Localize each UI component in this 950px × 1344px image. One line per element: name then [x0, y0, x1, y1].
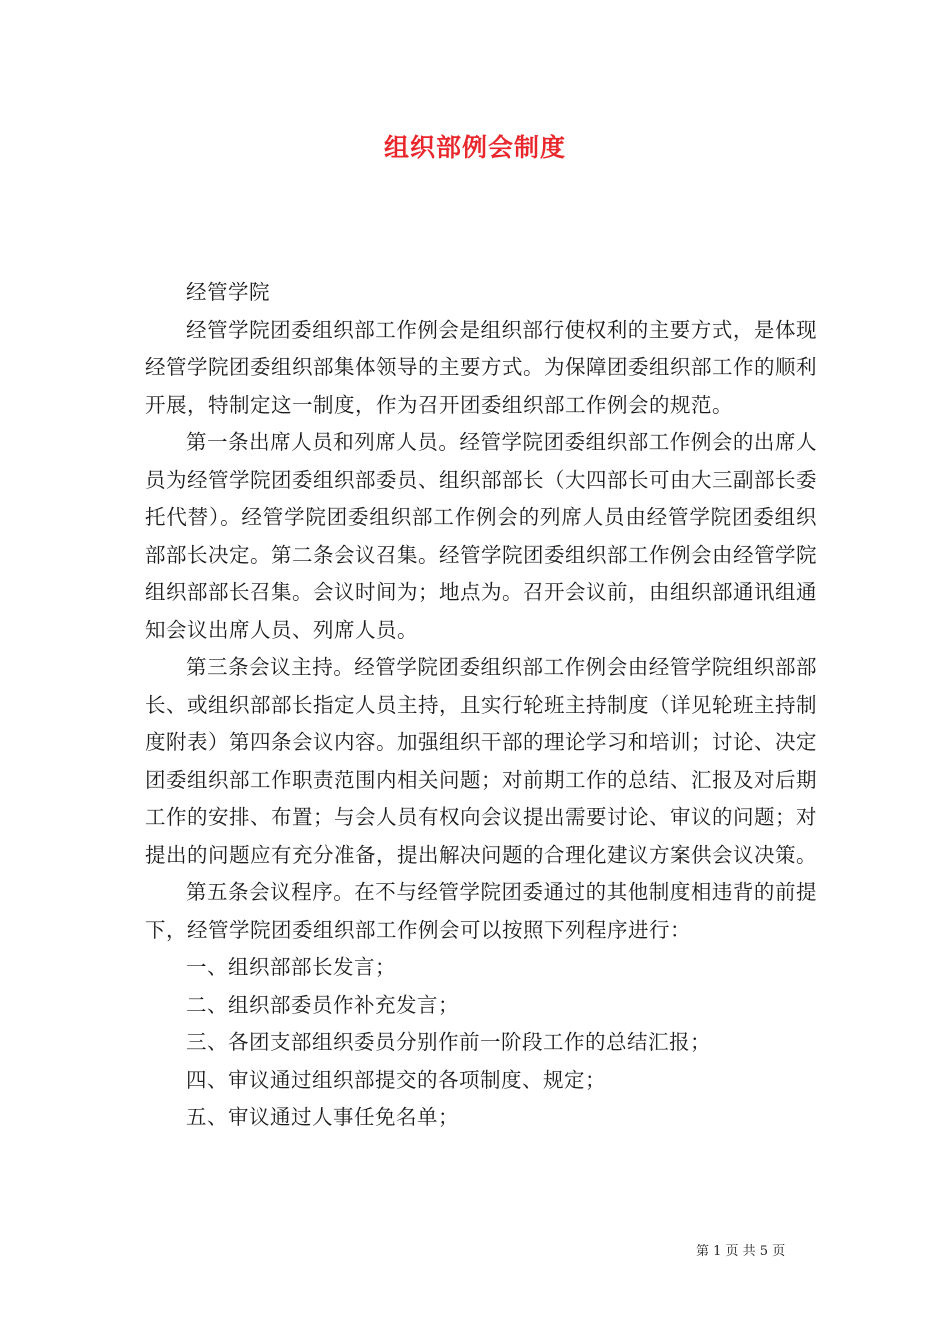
document-title: 组织部例会制度 [383, 133, 566, 162]
list-item: 五、审议通过人事任免名单； [186, 1105, 459, 1129]
page-number: 第 1 页 共 5 页 [696, 1244, 786, 1259]
list-item: 四、审议通过组织部提交的各项制度、规定； [186, 1067, 606, 1092]
page-footer [696, 1243, 785, 1261]
paragraph-article-5: 第五条会议程序。在不与经管学院团委通过的其他制度相违背的前提下，经管学院团委组织部工作例会可以按照下列程序进行： [145, 880, 817, 942]
list-item: 三、各团支部组织委员分别作前一阶段工作的总结汇报； [186, 1030, 711, 1054]
paragraph-article-3-4: 第三条会议主持。经管学院团委组织部工作例会由经管学院组织部部长、或组织部部长指定人员主持，且实行轮班主持制度（详见轮班主持制度附表）第四条会议内容。加强组织干部的理论学习和培训；讨论、决定团委组织部工作职责范围内相关问题；对前期工作的总结、汇报及对后期工作的安排、布置；与会人员有权向会议提出需要讨论、审议的问题；对提出的问题应有充分准备，提出解决问题的合理化建议方案供会议决策。 [145, 655, 817, 867]
paragraph-intro: 经管学院团委组织部工作例会是组织部行使权利的主要方式，是体现经管学院团委组织部集体领导的主要方式。为保障团委组织部工作的顺利开展，特制定这一制度，作为召开团委组织部工作例会的规范。 [145, 317, 817, 417]
list-item: 一、组织部部长发言； [186, 955, 396, 979]
document-body [145, 274, 817, 1137]
list-item: 二、组织部委员作补充发言； [186, 992, 459, 1017]
paragraph-article-1-2: 第一条出席人员和列席人员。经管学院团委组织部工作例会的出席人员为经管学院团委组织部委员、组织部部长（大四部长可由大三副部长委托代替）。经管学院团委组织部工作例会的列席人员由经管学院团委组织部部长决定。第二条会议召集。经管学院团委组织部工作例会由经管学院组织部部长召集。会议时间为；地点为。召开会议前，由组织部通讯组通知会议出席人员、列席人员。 [145, 430, 817, 642]
paragraph-department: 经管学院 [186, 280, 270, 304]
